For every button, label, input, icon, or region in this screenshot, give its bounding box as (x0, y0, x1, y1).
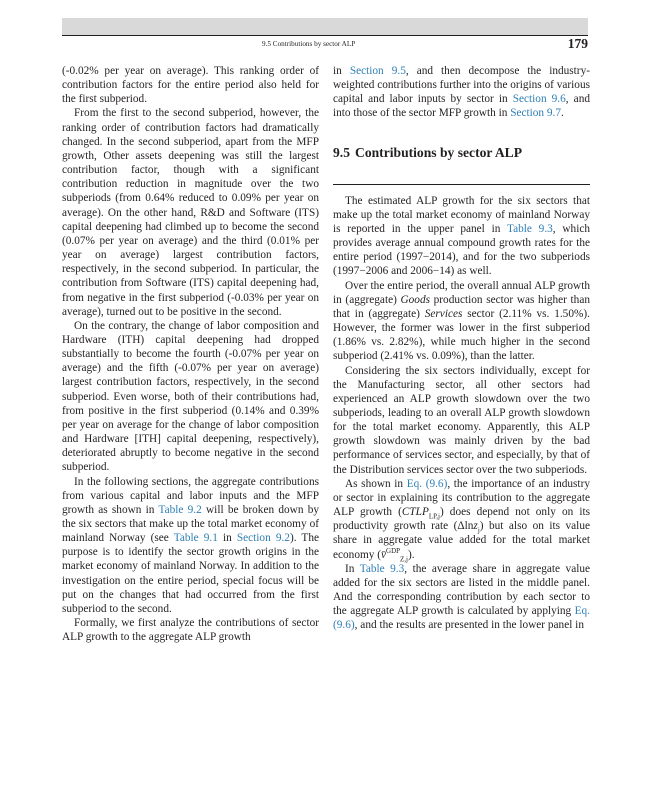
math-subscript: LP,j (428, 512, 440, 521)
equation-link[interactable]: Eq. (9.6) (406, 477, 448, 490)
paragraph (333, 64, 590, 121)
math-ctlp: CTLP (401, 506, 429, 519)
text: ) but also on its value share in aggregate value added for the total market economy ( (333, 520, 590, 561)
paragraph (62, 475, 319, 617)
paragraph: On the contrary, the change of labor composition and Hardware (ITH) capital deepening had dropped substantially to become the fourth (-0.07% per year on average) and the fifth (-0.07% per year on average) largest contribution factors, respectively, in the second subperiod. Even worse, both of their contributions had, from positive in the first subperiod (0.14% and 0.39% per year on average for the change of labor composition and Hardware [ITH] capital deepening, respectively), deteriorated abruptly to become negative in the second subperiod. (62, 319, 319, 474)
page-number: 179 (567, 36, 588, 51)
header-rule (62, 35, 588, 36)
table-link[interactable]: Table 9.3 (506, 222, 553, 235)
text: ). (408, 548, 415, 561)
paragraph (333, 194, 590, 279)
text: The estimated ALP growth for the six sectors that make up the total market economy of mainland Norway is reported in the upper panel in (333, 194, 590, 235)
equation-link[interactable]: Eq. (9.6) (333, 605, 590, 632)
text: production sector was higher than that in (aggregate) (333, 293, 590, 320)
text: , the average share in aggregate value added for the six sectors are listed in the middle panel. And the corresponding contribution by each sector to the aggregate ALP growth is calculated by applying (333, 562, 591, 618)
paragraph (333, 477, 590, 562)
table-link[interactable]: Table 9.2 (158, 503, 202, 516)
table-link[interactable]: Table 9.1 (173, 532, 218, 545)
text: Over the entire period, the overall annual ALP growth in (aggregate) (333, 279, 590, 306)
text: sector (2.11% vs. 1.50%). However, the former was lower in the first subperiod (1.86% vs. 2.82%), while much higher in the second subperiod (2.41% vs. 0.09%), than the latter. (333, 307, 590, 363)
section-title: Contributions by sector ALP (355, 144, 523, 160)
text: in (217, 532, 237, 545)
italic-term: Goods (400, 293, 430, 306)
paragraph: Considering the six sectors individually, except for the Manufacturing sector, all other sectors had experienced an ALP growth slowdown over the two subperiods, leading to an overall ALP growth slowdown for the total market economy. Apparently, this ALP growth slowdown was mainly driven by the bad performance of services sector, and especially, by that of the Distribution services sector over the two subperiods. (333, 364, 590, 476)
italic-term: Services (424, 307, 463, 320)
spacer (333, 185, 590, 194)
section-link[interactable]: Section 9.5 (349, 65, 406, 77)
header-bar (62, 18, 588, 35)
text: in (333, 65, 350, 77)
text: In (345, 562, 360, 575)
text: . (561, 107, 564, 120)
section-link[interactable]: Section 9.6 (512, 93, 566, 106)
text: , and then decompose the industry-weighted contributions further into the origins of various capital and labor inputs by sector in (333, 65, 590, 106)
text: ). The purpose is to identify the sector growth origins in the market economy of mainland Norway. In addition to the investigation on the entire period, special focus will be put on the changes that had occurred from the first subperiod to the second. (62, 532, 319, 615)
running-head: 9.5 Contributions by sector ALP (262, 40, 356, 48)
text: , which provides average annual compound growth rates for the entire period (1997−2014), and for the two subperiods (1997−2006 and 2006−14) as well. (333, 222, 591, 278)
paragraph: From the first to the second subperiod, however, the ranking order of contribution factors had dramatically changed. In the second subperiod, apart from the MFP growth, Other assets deepening was still the largest contribution factor, though with a significant contribution reduction in magnitude over the two subperiods (from 0.64% reduced to 0.09% per year on average). On the other hand, R&D and Software (ITS) capital deepening had climbed up to become the second (0.07% per year on average) and the third (0.01% per year on average) largest contribution factors, respectively, in the second subperiod. In particular, the contribution from Software (ITS) capital deepening had, from negative in the first subperiod (-0.03% per year on average), turned out to be positive in the second. (62, 107, 319, 318)
section-link[interactable]: Section 9.7 (510, 107, 562, 120)
text: , and into those of the sector MFP growth in (333, 93, 590, 120)
section-link[interactable]: Section 9.2 (236, 532, 290, 545)
table-link[interactable]: Table 9.3 (359, 562, 405, 575)
math-subscript: Z,j (400, 554, 409, 563)
math-subscript: j (477, 526, 480, 535)
math-z: z (473, 520, 478, 533)
section-heading (333, 144, 590, 162)
paragraph (333, 562, 590, 633)
paragraph (333, 279, 590, 364)
text: ) does depend not only on its productivity growth rate (Δln (333, 506, 590, 533)
text: , the importance of an industry or sector in explaining its contribution to the aggregate ALP growth ( (333, 477, 590, 519)
right-column (333, 64, 590, 632)
text: will be broken down by the six sectors that make up the total market economy of mainland Norway (see (62, 503, 320, 545)
text: , and the results are presented in the lower panel in (354, 619, 584, 632)
section-number: 9.5 (333, 144, 350, 160)
math-v: v̄ (381, 548, 387, 561)
paragraph: (-0.02% per year on average). This ranking order of contribution factors for the entire period also held for the first subperiod. (62, 65, 319, 106)
text: As shown in (345, 477, 407, 490)
text: In the following sections, the aggregate contributions from various capital and labor inputs and the MFP growth as shown in (62, 475, 319, 516)
math-superscript: GDP (386, 546, 401, 555)
left-column (62, 64, 319, 644)
paragraph: Formally, we first analyze the contributions of sector ALP growth to the aggregate ALP growth (62, 617, 319, 644)
